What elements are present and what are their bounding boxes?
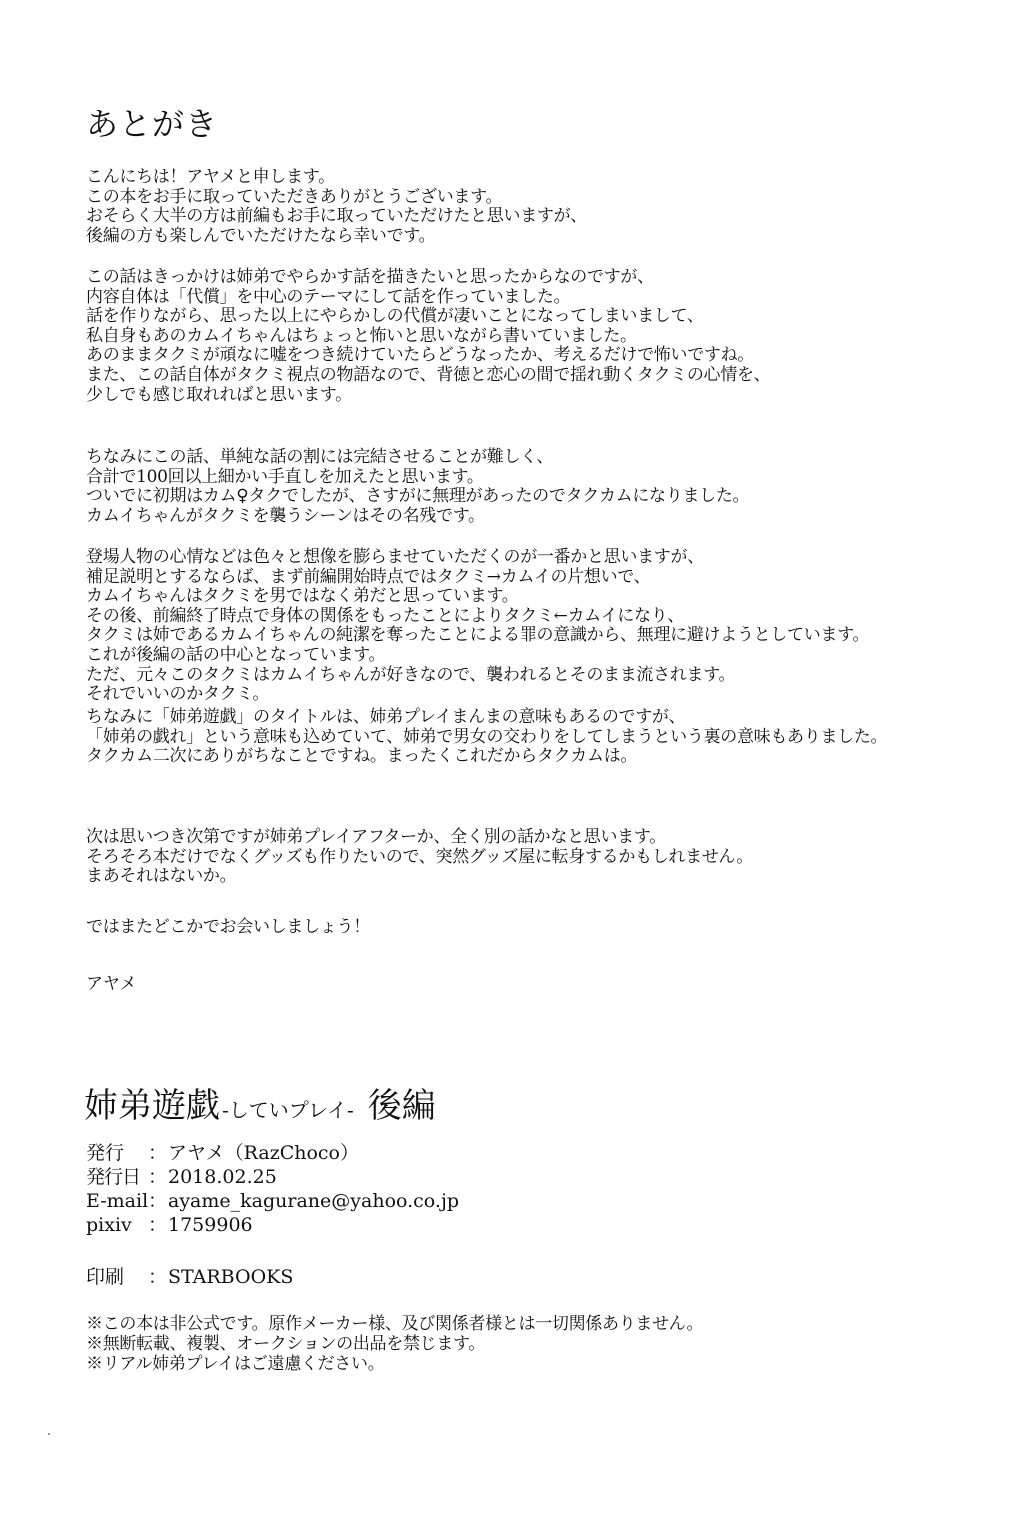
colophon-printer — [86, 1265, 293, 1289]
afterword-paragraph-4 — [86, 548, 1016, 705]
disclaimer-line: ※無断転載、複製、オークションの出品を禁じます。 — [86, 1334, 486, 1354]
text-line: その後、前編終了時点で身体の関係をもったことによりタクミ←カムイになり、 — [86, 605, 685, 626]
text-line: 後編の方も楽しんでいただけたなら幸いです。 — [86, 225, 436, 246]
afterword-paragraph-5 — [86, 708, 1016, 767]
colophon-separator: ： — [148, 1214, 168, 1236]
text-line: タクミは姉であるカムイちゃんの純潔を奪ったことによる罪の意識から、無理に避けようとしています。 — [86, 625, 870, 646]
text-line: あのままタクミが頑なに嘘をつき続けていたらどうなったか、考えるだけで怖いですね。 — [86, 345, 754, 366]
text-line: まあそれはないか。 — [86, 866, 237, 887]
afterword-paragraph-3 — [86, 448, 1016, 526]
book-title-sub: -していプレイ- — [222, 1098, 354, 1122]
text-line: ちなみにこの話、単純な話の割には完結させることが難しく、 — [86, 447, 554, 467]
scan-speck — [48, 1433, 50, 1435]
disclaimer-notes — [86, 1314, 703, 1374]
colophon-value: 1759906 — [168, 1214, 253, 1236]
colophon-value: アヤメ（RazChoco） — [168, 1142, 359, 1164]
colophon-separator: ： — [148, 1142, 168, 1164]
colophon-info — [86, 1141, 459, 1237]
colophon-key: 発行 — [86, 1142, 125, 1164]
colophon-key: E-mail — [86, 1190, 149, 1212]
text-line: おそらく大半の方は前編もお手に取っていただけたと思いますが、 — [86, 206, 587, 227]
text-line: それでいいのかタクミ。 — [86, 684, 270, 705]
text-line: この話はきっかけは姉弟でやらかす話を描きたいと思ったからなのですが、 — [86, 267, 654, 287]
text-line: カムイちゃんがタクミを襲うシーンはその名残です。 — [86, 505, 485, 526]
colophon-separator: ： — [148, 1266, 168, 1288]
text-line: また、この話自体がタクミ視点の物語なので、背徳と恋心の間で揺れ動くタクミの心情を、 — [86, 364, 771, 385]
colophon-value: 2018.02.25 — [168, 1166, 277, 1188]
colophon-row-date — [86, 1165, 459, 1189]
text-line: 次は思いつき次第ですが姉弟プレイアフターか、全く別の話かなと思います。 — [86, 827, 666, 847]
colophon-key: 印刷 — [86, 1266, 125, 1288]
colophon-value: STARBOOKS — [168, 1266, 294, 1288]
text-line: 私自身もあのカムイちゃんはちょっと怖いと思いながら書いていました。 — [86, 325, 637, 346]
disclaimer-line: ※リアル姉弟プレイはご遠慮ください。 — [86, 1354, 385, 1374]
text-line: 「姉弟の戯れ」という意味も込めていて、姉弟で男女の交わりをしてしまうという裏の意味もありました。 — [86, 726, 888, 747]
text-line: この本をお手に取っていただきありがとうございます。 — [86, 186, 503, 207]
afterword-heading: あとがき — [86, 105, 219, 143]
text-line: そろそろ本だけでなくグッズも作りたいので、突然グッズ屋に転身するかもしれません。 — [86, 846, 753, 867]
text-line: ただ、元々このタクミはカムイちゃんが好きなので、襲われるとそのまま流されます。 — [86, 664, 736, 685]
colophon-separator: ： — [148, 1166, 168, 1188]
disclaimer-line: ※この本は非公式です。原作メーカー様、及び関係者様とは一切関係ありません。 — [86, 1314, 704, 1334]
text-line: 話を作りながら、思った以上にやらかしの代償が凄いことになってしまいまして、 — [86, 306, 704, 327]
author-signature: アヤメ — [86, 974, 137, 994]
colophon-value: ayame_kagurane@yahoo.co.jp — [168, 1190, 460, 1212]
colophon-row-publisher — [86, 1141, 459, 1165]
text-line: これが後編の話の中心となっています。 — [86, 644, 386, 665]
text-line: 内容自体は「代償」を中心のテーマにして話を作っていました。 — [86, 286, 571, 307]
colophon-row-pixiv — [86, 1213, 459, 1237]
colophon-key: 発行日 — [86, 1166, 141, 1188]
afterword-paragraph-7 — [86, 918, 1016, 938]
text-line: ちなみに「姉弟遊戯」のタイトルは、姉弟プレイまんまの意味もあるのですが、 — [86, 707, 686, 727]
text-line: 登場人物の心情などは色々と想像を膨らませていただくのが一番かと思いますが、 — [86, 547, 704, 567]
text-line: タクカム二次にありがちなことですね。まったくこれだからタクカムは。 — [86, 746, 638, 767]
book-title-part: 後編 — [367, 1086, 436, 1126]
afterword-paragraph-2 — [86, 268, 1016, 405]
text-line: カムイちゃんはタクミを男ではなく弟だと思っています。 — [86, 586, 519, 607]
text-line: 合計で100回以上細かい手直しを加えたと思います。 — [86, 466, 484, 487]
text-line: 補足説明とするならば、まず前編開始時点ではタクミ→カムイの片想いで、 — [86, 566, 651, 587]
text-line: ついでに初期はカム♀タクでしたが、さすがに無理があったのでタクカムになりました。 — [86, 486, 750, 507]
text-line: ではまたどこかでお会いしましょう！ — [86, 917, 370, 937]
colophon-row-printer — [86, 1265, 293, 1289]
afterword-paragraph-1 — [86, 168, 1016, 246]
colophon-row-email — [86, 1189, 459, 1213]
text-line: 少しでも感じ取れればと思います。 — [86, 384, 352, 405]
book-title — [84, 1084, 436, 1132]
colophon-key: pixiv — [86, 1214, 132, 1236]
book-title-main: 姉弟遊戯 — [84, 1086, 220, 1126]
afterword-paragraph-6 — [86, 828, 1016, 887]
text-line: こんにちは！アヤメと申します。 — [86, 167, 335, 187]
colophon-separator: ： — [148, 1190, 168, 1212]
